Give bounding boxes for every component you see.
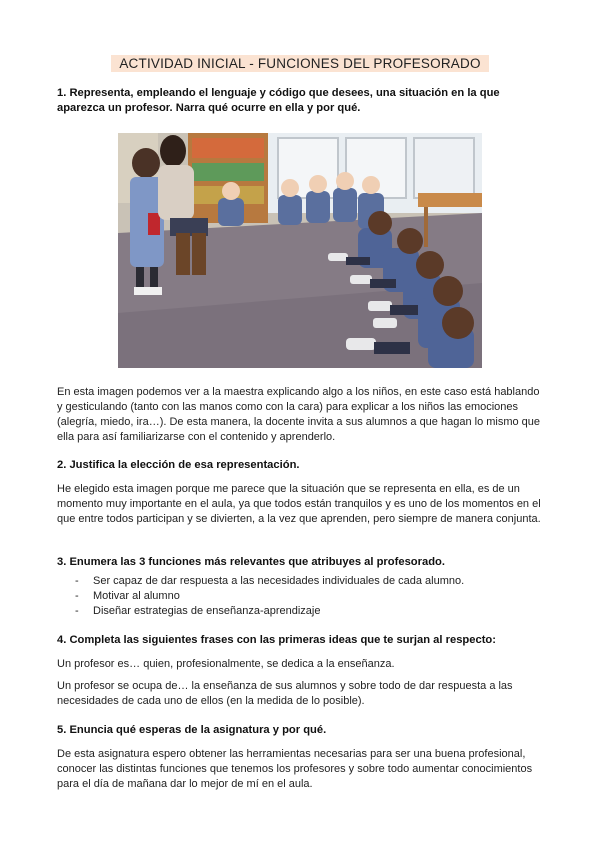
question-4-answer-2-block xyxy=(57,679,543,709)
list-bullet: - xyxy=(75,605,79,617)
document-title: ACTIVIDAD INICIAL - FUNCIONES DEL PROFESORADO xyxy=(111,55,488,72)
list-item-text: Motivar al alumno xyxy=(93,590,180,602)
question-5 xyxy=(57,723,543,738)
question-5-heading: 5. Enuncia qué esperas de la asignatura y por qué. xyxy=(57,724,327,736)
question-1-answer: En esta imagen podemos ver a la maestra explicando algo a los niños, en este caso está hablando y gesticulando (tanto con las manos como con la cara) para explicar a los niños las emociones (alegría, miedo, ira…). De esta manera, la docente invita a sus alumnos a que hagan lo mismo que ella para así familiarizarse con el contenido y aprenderlo. xyxy=(57,386,541,443)
question-1-heading: 1. Representa, empleando el lenguaje y código que desees, una situación en la que aparezca un profesor. Narra qué ocurre en ella y por qué. xyxy=(57,87,500,114)
list-bullet: - xyxy=(75,590,79,602)
list-bullet: - xyxy=(75,575,79,587)
list-item xyxy=(57,574,543,589)
question-4-answer-1-block xyxy=(57,657,543,672)
list-item-text: Diseñar estrategias de enseñanza-aprendizaje xyxy=(93,605,321,617)
question-1-answer-block xyxy=(57,385,543,445)
list-item xyxy=(57,604,543,619)
question-2-heading: 2. Justifica la elección de esa representación. xyxy=(57,459,300,471)
list-item xyxy=(57,589,543,604)
list-item-text: Ser capaz de dar respuesta a las necesidades individuales de cada alumno. xyxy=(93,575,465,587)
question-2 xyxy=(57,458,543,473)
question-5-answer-block xyxy=(57,747,543,792)
question-4 xyxy=(57,633,543,648)
question-4-answer-2: Un profesor se ocupa de… la enseñanza de sus alumnos y sobre todo de dar respuesta a las necesidades de cada uno de ellos (en la medida de lo posible). xyxy=(57,680,513,707)
question-3 xyxy=(57,555,543,570)
question-1 xyxy=(57,86,543,116)
functions-list xyxy=(57,574,543,619)
question-5-answer: De esta asignatura espero obtener las herramientas necesarias para ser una buena profesional, conocer las distintas funciones que tenemos los profesores y sobre todo aumentar conocimientos para el día de mañana dar lo mejor de mí en el aula. xyxy=(57,748,533,790)
question-2-answer: He elegido esta imagen porque me parece que la situación que se representa en ella, es de un momento muy importante en el aula, ya que todos están tranquilos y es uno de los momentos en el que entre todos participan y se divierten, a la vez que aprenden, pero siempre de manera conjunta. xyxy=(57,483,541,525)
question-4-heading: 4. Completa las siguientes frases con las primeras ideas que te surjan al respecto: xyxy=(57,634,496,646)
question-3-heading: 3. Enumera las 3 funciones más relevantes que atribuyes al profesorado. xyxy=(57,556,445,568)
question-4-answer-1: Un profesor es… quien, profesionalmente, se dedica a la enseñanza. xyxy=(57,658,395,670)
question-2-answer-block xyxy=(57,482,543,527)
classroom-photo xyxy=(118,133,482,368)
functions-list-block xyxy=(57,574,543,619)
